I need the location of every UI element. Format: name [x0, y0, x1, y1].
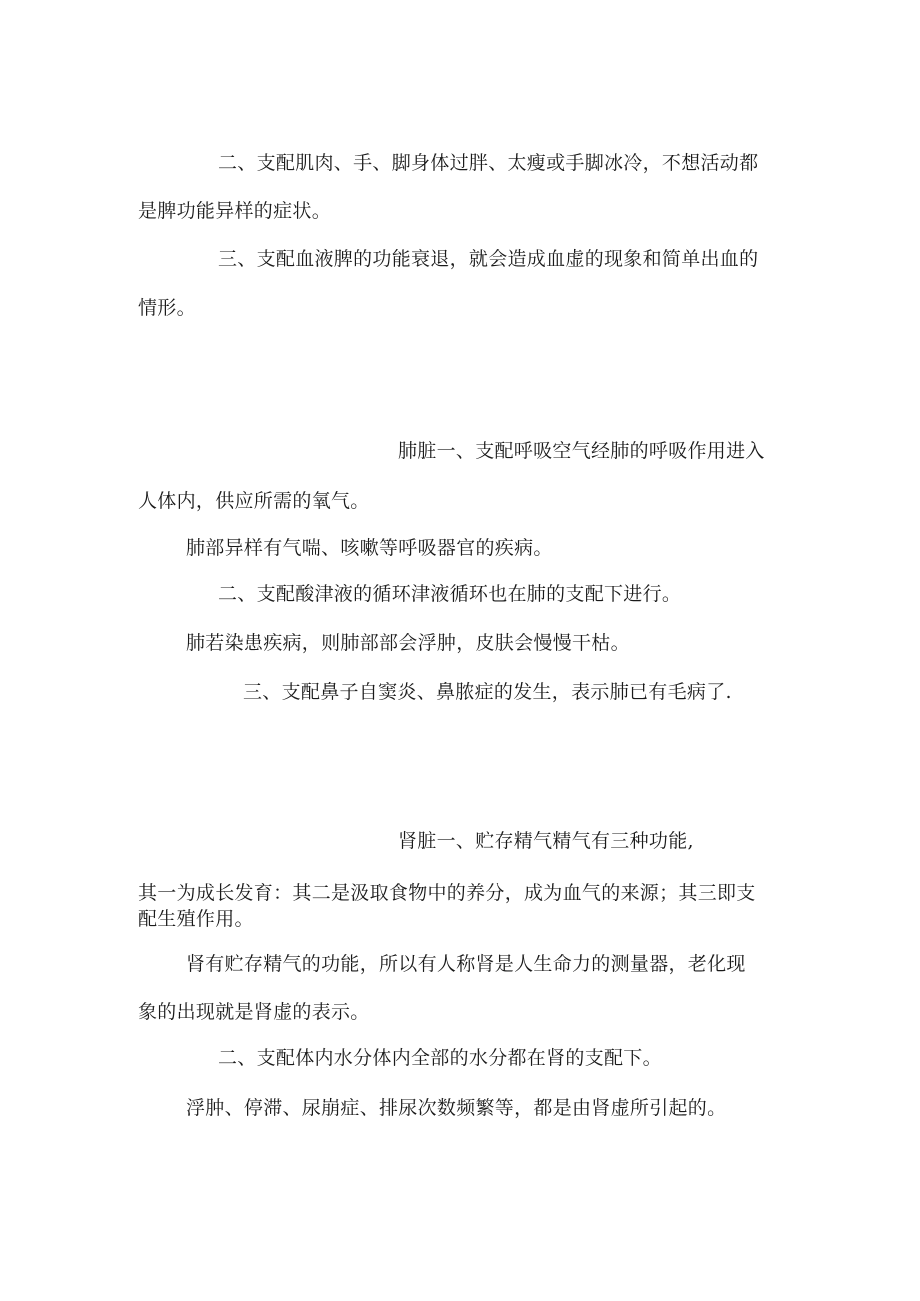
kidney-p2: 二、支配体内水分体内全部的水分都在肾的支配下。: [218, 1047, 662, 1069]
spleen-p3-line2: 情形。: [138, 297, 196, 319]
lung-p1b: 肺部异样有气喘、咳嗽等呼吸器官的疾病。: [186, 537, 553, 559]
lung-p1-line2: 人体内，供应所需的氧气。: [138, 490, 370, 512]
kidney-p1-line1: 肾脏一、贮存精气精气有三种功能,: [398, 830, 694, 852]
kidney-p1-line3: 配生殖作用。: [138, 908, 254, 930]
lung-p1-line1: 肺脏一、支配呼吸空气经肺的呼吸作用进入: [398, 440, 765, 462]
kidney-p2b: 浮肿、停滞、尿崩症、排尿次数频繁等，都是由肾虚所引起的。: [186, 1097, 727, 1119]
kidney-p1b-line2: 象的出现就是肾虚的表示。: [138, 1001, 370, 1023]
kidney-p1-line2: 其一为成长发育：其二是汲取食物中的养分，成为血气的来源；其三即支: [138, 882, 756, 904]
lung-p3: 三、支配鼻子自窦炎、鼻脓症的发生，表示肺已有毛病了.: [243, 681, 732, 703]
spleen-p2-line1: 二、支配肌肉、手、脚身体过胖、太瘦或手脚冰冷，不想活动都: [218, 152, 759, 174]
spleen-p3-line1: 三、支配血液脾的功能衰退，就会造成血虚的现象和简单出血的: [218, 248, 759, 270]
spleen-p2-line2: 是脾功能异样的症状。: [138, 200, 332, 222]
lung-p2b: 肺若染患疾病，则肺部部会浮肿，皮肤会慢慢干枯。: [186, 632, 630, 654]
kidney-p1b-line1: 肾有贮存精气的功能，所以有人称肾是人生命力的测量器，老化现: [186, 953, 746, 975]
lung-p2: 二、支配酸津液的循环津液循环也在肺的支配下进行。: [218, 583, 682, 605]
